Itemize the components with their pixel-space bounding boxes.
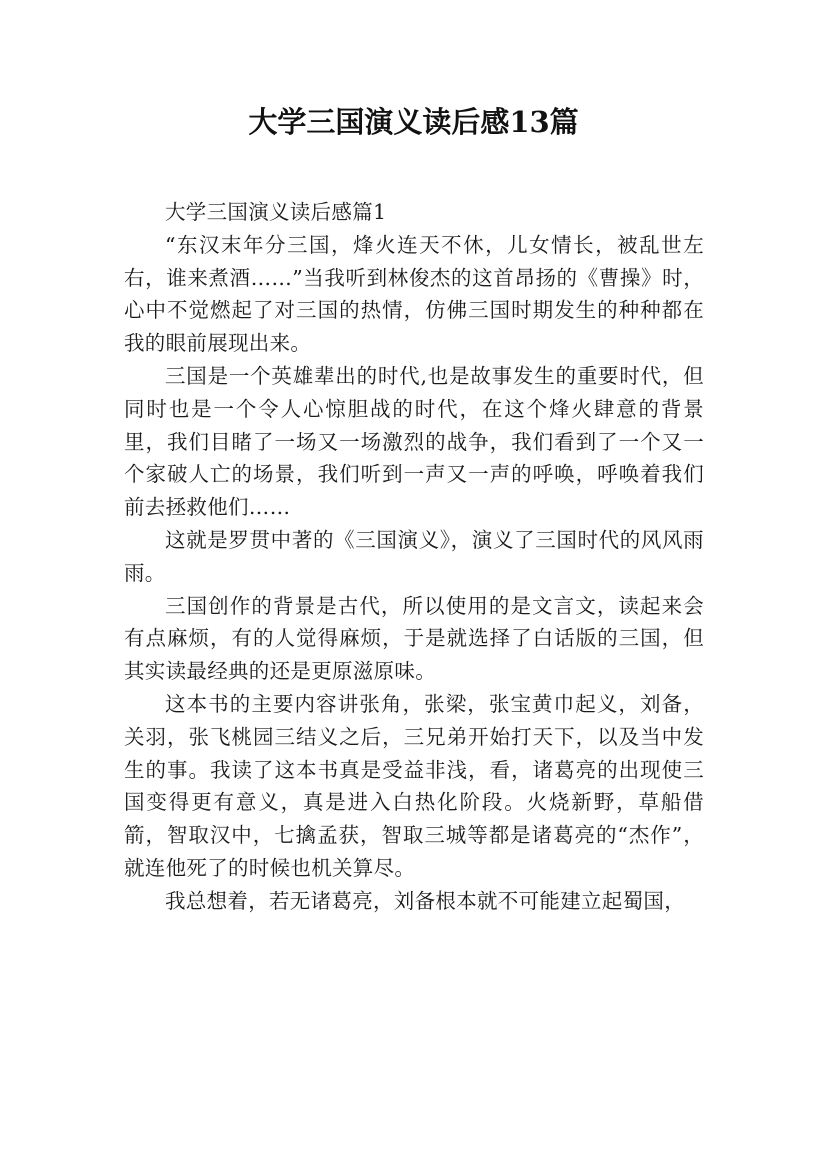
paragraph: “东汉末年分三国，烽火连天不休，儿女情长，被乱世左右，谁来煮酒……”当我听到林俊杰的这首昂扬的《曹操》时，心中不觉燃起了对三国的热情，仿佛三国时期发生的种种都在我的眼前展现出来。 [124,232,704,356]
paragraph: 我总想着，若无诸葛亮，刘备根本就不可能建立起蜀国， [165,888,685,913]
paragraph: 三国是一个英雄辈出的时代,也是故事发生的重要时代，但同时也是一个令人心惊胆战的时代，在这个烽火肆意的背景里，我们目睹了一场又一场激烈的战争，我们看到了一个又一个家破人亡的场景，我们听到一声又一声的呼唤，呼唤着我们前去拯救他们…… [124,363,704,520]
section-heading: 大学三国演义读后感篇1 [165,200,387,224]
document-body [124,196,704,918]
paragraph: 这就是罗贯中著的《三国演义》，演义了三国时代的风风雨雨。 [124,527,704,585]
paragraph: 三国创作的背景是古代，所以使用的是文言文，读起来会有点麻烦，有的人觉得麻烦，于是就选择了白话版的三国，但其实读最经典的还是更原滋原味。 [124,593,704,684]
paragraph: 这本书的主要内容讲张角，张梁，张宝黄巾起义，刘备，关羽，张飞桃园三结义之后，三兄弟开始打天下，以及当中发生的事。我读了这本书真是受益非浅，看，诸葛亮的出现使三国变得更有意义，真是进入白热化阶段。火烧新野，草船借箭，智取汉中，七擒孟获，智取三城等都是诸葛亮的“杰作”，就连他死了的时候也机关算尽。 [124,691,704,880]
document-title: 大学三国演义读后感13篇 [248,105,579,139]
